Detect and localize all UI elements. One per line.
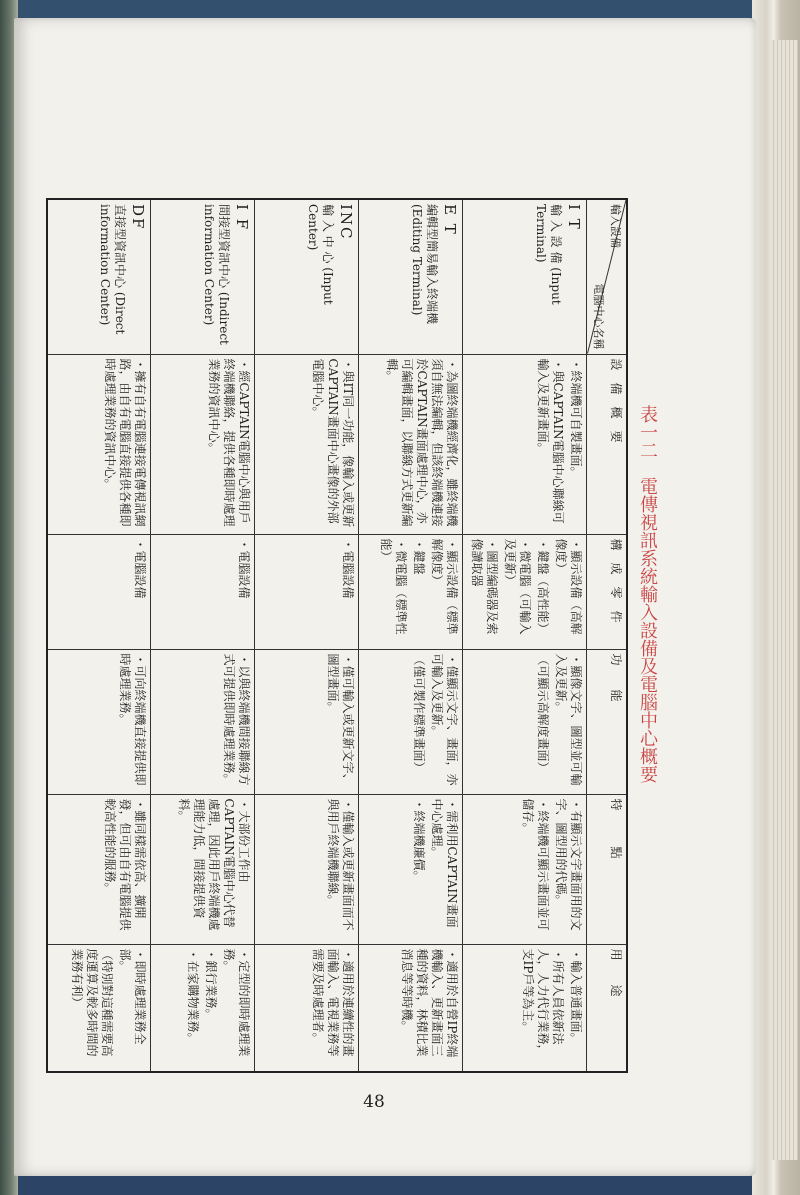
cell-device — [255, 199, 359, 354]
cell-line: ・鍵盤 — [412, 538, 427, 575]
cell-line: （特別對這種需要高度運算及較多時間的業務有利） — [70, 948, 115, 1057]
cell-components — [47, 534, 151, 649]
cell-line: ・即時處理業務全部。 — [118, 948, 148, 1045]
cell-usage — [151, 944, 255, 1072]
cell-summary — [255, 354, 359, 534]
table-row — [463, 199, 587, 1072]
cell-usage — [359, 944, 463, 1072]
corner-header — [587, 199, 627, 354]
cell-line: ・輸入普通畫面。 — [569, 948, 584, 1045]
cell-line: ・與CAPTAIN電腦中心聯線可輸入及更新畫面。 — [536, 358, 566, 524]
table-holder — [68, 198, 628, 1071]
header-functions: 功 能 — [587, 649, 627, 794]
cell-line: ・顯示設備（高解像度） — [554, 538, 584, 635]
cell-line: ・鍵盤（高性能） — [536, 538, 551, 635]
cell-line: ・終端機廉價。 — [412, 798, 427, 883]
table-row — [359, 199, 463, 1072]
table-row — [255, 199, 359, 1072]
cell-line: ・銀行業務。 — [204, 948, 219, 1021]
cell-line: ・需利用CAPTAIN畫面中心處理。 — [430, 798, 460, 928]
device-description: 直接型資訊中心 (Direct information Center) — [97, 204, 127, 335]
cell-features — [47, 794, 151, 944]
device-description: 間接型資訊中心 (Indirect information Center) — [201, 204, 231, 345]
cell-line: ・以與終端機間接聯線方式可提供即時處理業務。 — [222, 653, 252, 786]
header-features: 特 點 — [587, 794, 627, 944]
cell-line: ・適用於連續性的畫面輸入、電視業務等需要及時處理者。 — [311, 948, 356, 1057]
table-row — [47, 199, 151, 1072]
cell-line: ・僅可輸入或更新文字、圖型畫面。 — [326, 653, 356, 786]
cell-summary — [463, 354, 587, 534]
header-row — [587, 199, 627, 1072]
corner-bottom-label: 電腦中心名稱 — [592, 283, 606, 350]
device-code: I T — [565, 204, 584, 231]
cell-line: ・與IT同一功能，像輸入或更新CAPTAIN畫面中心畫像的外部電腦中心。 — [311, 358, 356, 528]
cell-line: ・終端機可顯示畫面並可儲存。 — [521, 798, 551, 931]
cell-usage — [47, 944, 151, 1072]
device-code: INC — [337, 204, 356, 241]
cell-line: ・適用於自營IP終端機輸入、更新畫面三種的資料，林積比業消息等等時機。 — [400, 948, 460, 1058]
cell-line: ・微電腦（標準性能） — [379, 538, 409, 635]
device-description: 編輯型簡易輸入終端機 (Editing Terminal) — [409, 204, 439, 325]
cell-line: ・微電腦（可輸入及更新） — [503, 538, 533, 635]
cell-summary — [359, 354, 463, 534]
table-title: 表一二 電傳視訊系統輸入設備及電腦中心概要 — [637, 405, 658, 783]
cell-line: ・定型的即時處理業務。 — [222, 948, 252, 1057]
cell-line: ・擁有自有電腦連接電傳視訊網路，由自有電腦直接提供各種即時處理業務的資訊中心。 — [103, 358, 148, 527]
device-description: 輸 入 中 心 (Input Center) — [305, 204, 335, 305]
cell-components — [359, 534, 463, 649]
cell-functions — [359, 649, 463, 794]
cell-functions — [255, 649, 359, 794]
cell-device — [463, 199, 587, 354]
cell-components — [255, 534, 359, 649]
header-summary: 設 備 概 要 — [587, 354, 627, 534]
cell-usage — [463, 944, 587, 1072]
cell-line: ・大部份工作由CAPTAIN電腦中心代替處理，因此用戶終端機處理能力低，間接提供資料。 — [177, 798, 252, 931]
cell-line: ・可向終端機直接提供即時處理業務。 — [118, 653, 148, 786]
cell-line: ・所有人員依新法人，人力代行業務，支IP戶等為主。 — [521, 948, 566, 1057]
cell-features — [255, 794, 359, 944]
cell-line: （可顯示高解度畫面） — [536, 653, 551, 774]
cell-usage — [255, 944, 359, 1072]
cell-line: ・經CAPTAIN電腦中心與用戶終端機聯絡，提供各種即時處理業務的資訊中心。 — [207, 358, 252, 527]
cell-summary — [151, 354, 255, 534]
cell-line: ・終端機可自製畫面。 — [569, 358, 584, 479]
cell-line: ・有顯示文字畫面用的文字、圖型用的代碼。 — [554, 798, 584, 931]
cell-line: ・電腦設備 — [237, 538, 252, 599]
cell-line: ・僅顯示文字、畫面，亦可輸入及更新。 — [430, 653, 460, 786]
device-code: E T — [441, 204, 460, 236]
cell-device — [47, 199, 151, 354]
cell-functions — [151, 649, 255, 794]
cell-features — [359, 794, 463, 944]
header-usage: 用 途 — [587, 944, 627, 1072]
device-description: 輸 入 設 備 (Input Terminal) — [533, 204, 563, 305]
table-rotated — [68, 198, 628, 1071]
corner-top-label: 輸入設備 — [609, 204, 622, 248]
device-code: I F — [233, 204, 252, 232]
cell-device — [359, 199, 463, 354]
cell-line: ・在家購物業務。 — [186, 948, 201, 1045]
cell-functions — [47, 649, 151, 794]
cell-line: ・顯像文字、圖型並可輸入及更新。 — [554, 653, 584, 786]
cell-features — [151, 794, 255, 944]
table-row — [151, 199, 255, 1072]
cell-line: （僅可製作標準畫面） — [412, 653, 427, 774]
cell-line: ・雖同樣需依高、擴開發，但可由自有電腦提供較高性能的服務。 — [103, 798, 148, 931]
header-components: 構 成 零 件 — [587, 534, 627, 649]
cell-summary — [47, 354, 151, 534]
cell-components — [151, 534, 255, 649]
cell-line: ・圖型編碼器及索像讀取器 — [470, 538, 500, 635]
cell-line: ・電腦設備 — [133, 538, 148, 599]
page-number: 48 — [363, 1092, 385, 1112]
cell-line: ・顯示設備（標準解像度） — [430, 538, 460, 635]
cell-functions — [463, 649, 587, 794]
cell-device — [151, 199, 255, 354]
table-body — [47, 199, 587, 1072]
data-table — [46, 198, 628, 1073]
page-stack-edge — [770, 40, 798, 1160]
cell-features — [463, 794, 587, 944]
cell-components — [463, 534, 587, 649]
cell-line: ・電腦設備 — [341, 538, 356, 599]
cell-line: ・僅輸入或更新畫面而不與用戶終端機聯線。 — [326, 798, 356, 931]
device-code: DF — [129, 204, 148, 231]
cell-line: ・為圖終端機經濟化，雖終端機須自無法編輯，但該終端機連接於CAPTAIN畫面處理中心，亦可編輯畫面，以聯線方式更新編輯。 — [385, 358, 460, 527]
